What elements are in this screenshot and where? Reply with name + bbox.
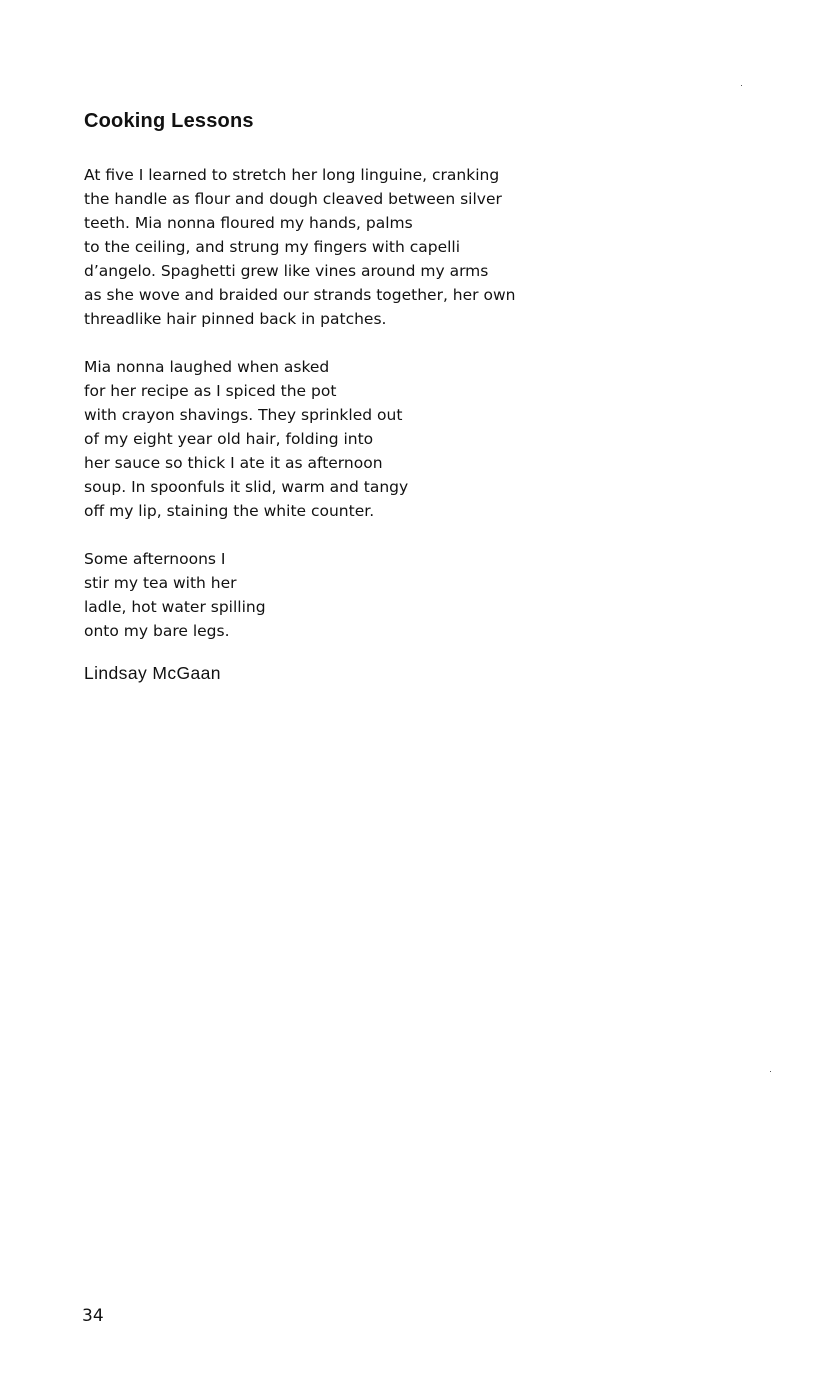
poem-body <box>84 163 684 667</box>
poem-line: ladle, hot water spilling <box>84 598 266 616</box>
stanza-3 <box>84 547 684 643</box>
poem-line: teeth. Mia nonna floured my hands, palms <box>84 214 413 232</box>
poem-line: stir my tea with her <box>84 574 237 592</box>
page-number: 34 <box>82 1306 104 1326</box>
poem-line: Mia nonna laughed when asked <box>84 358 330 376</box>
poem-line: of my eight year old hair, folding into <box>84 430 374 448</box>
poem-title: Cooking Lessons <box>84 110 254 132</box>
scan-speck <box>741 85 742 86</box>
poem-line: the handle as flour and dough cleaved between silver <box>84 190 502 208</box>
poem-line: her sauce so thick I ate it as afternoon <box>84 454 383 472</box>
poem-author: Lindsay McGaan <box>84 663 221 683</box>
poem-line: to the ceiling, and strung my fingers with capelli <box>84 238 461 256</box>
poem-line: with crayon shavings. They sprinkled out <box>84 406 403 424</box>
stanza-2 <box>84 355 684 523</box>
poem-line: At five I learned to stretch her long linguine, cranking <box>84 166 500 184</box>
poem-line: onto my bare legs. <box>84 622 230 640</box>
poem-line: Some afternoons I <box>84 550 226 568</box>
poem-line: soup. In spoonfuls it slid, warm and tangy <box>84 478 409 496</box>
poem-line: for her recipe as I spiced the pot <box>84 382 337 400</box>
poem-line: d’angelo. Spaghetti grew like vines around my arms <box>84 262 489 280</box>
stanza-1 <box>84 163 684 331</box>
poem-line: as she wove and braided our strands together, her own <box>84 286 516 304</box>
poem-line: off my lip, staining the white counter. <box>84 502 375 520</box>
scan-speck <box>770 1071 771 1072</box>
poem-line: threadlike hair pinned back in patches. <box>84 310 387 328</box>
